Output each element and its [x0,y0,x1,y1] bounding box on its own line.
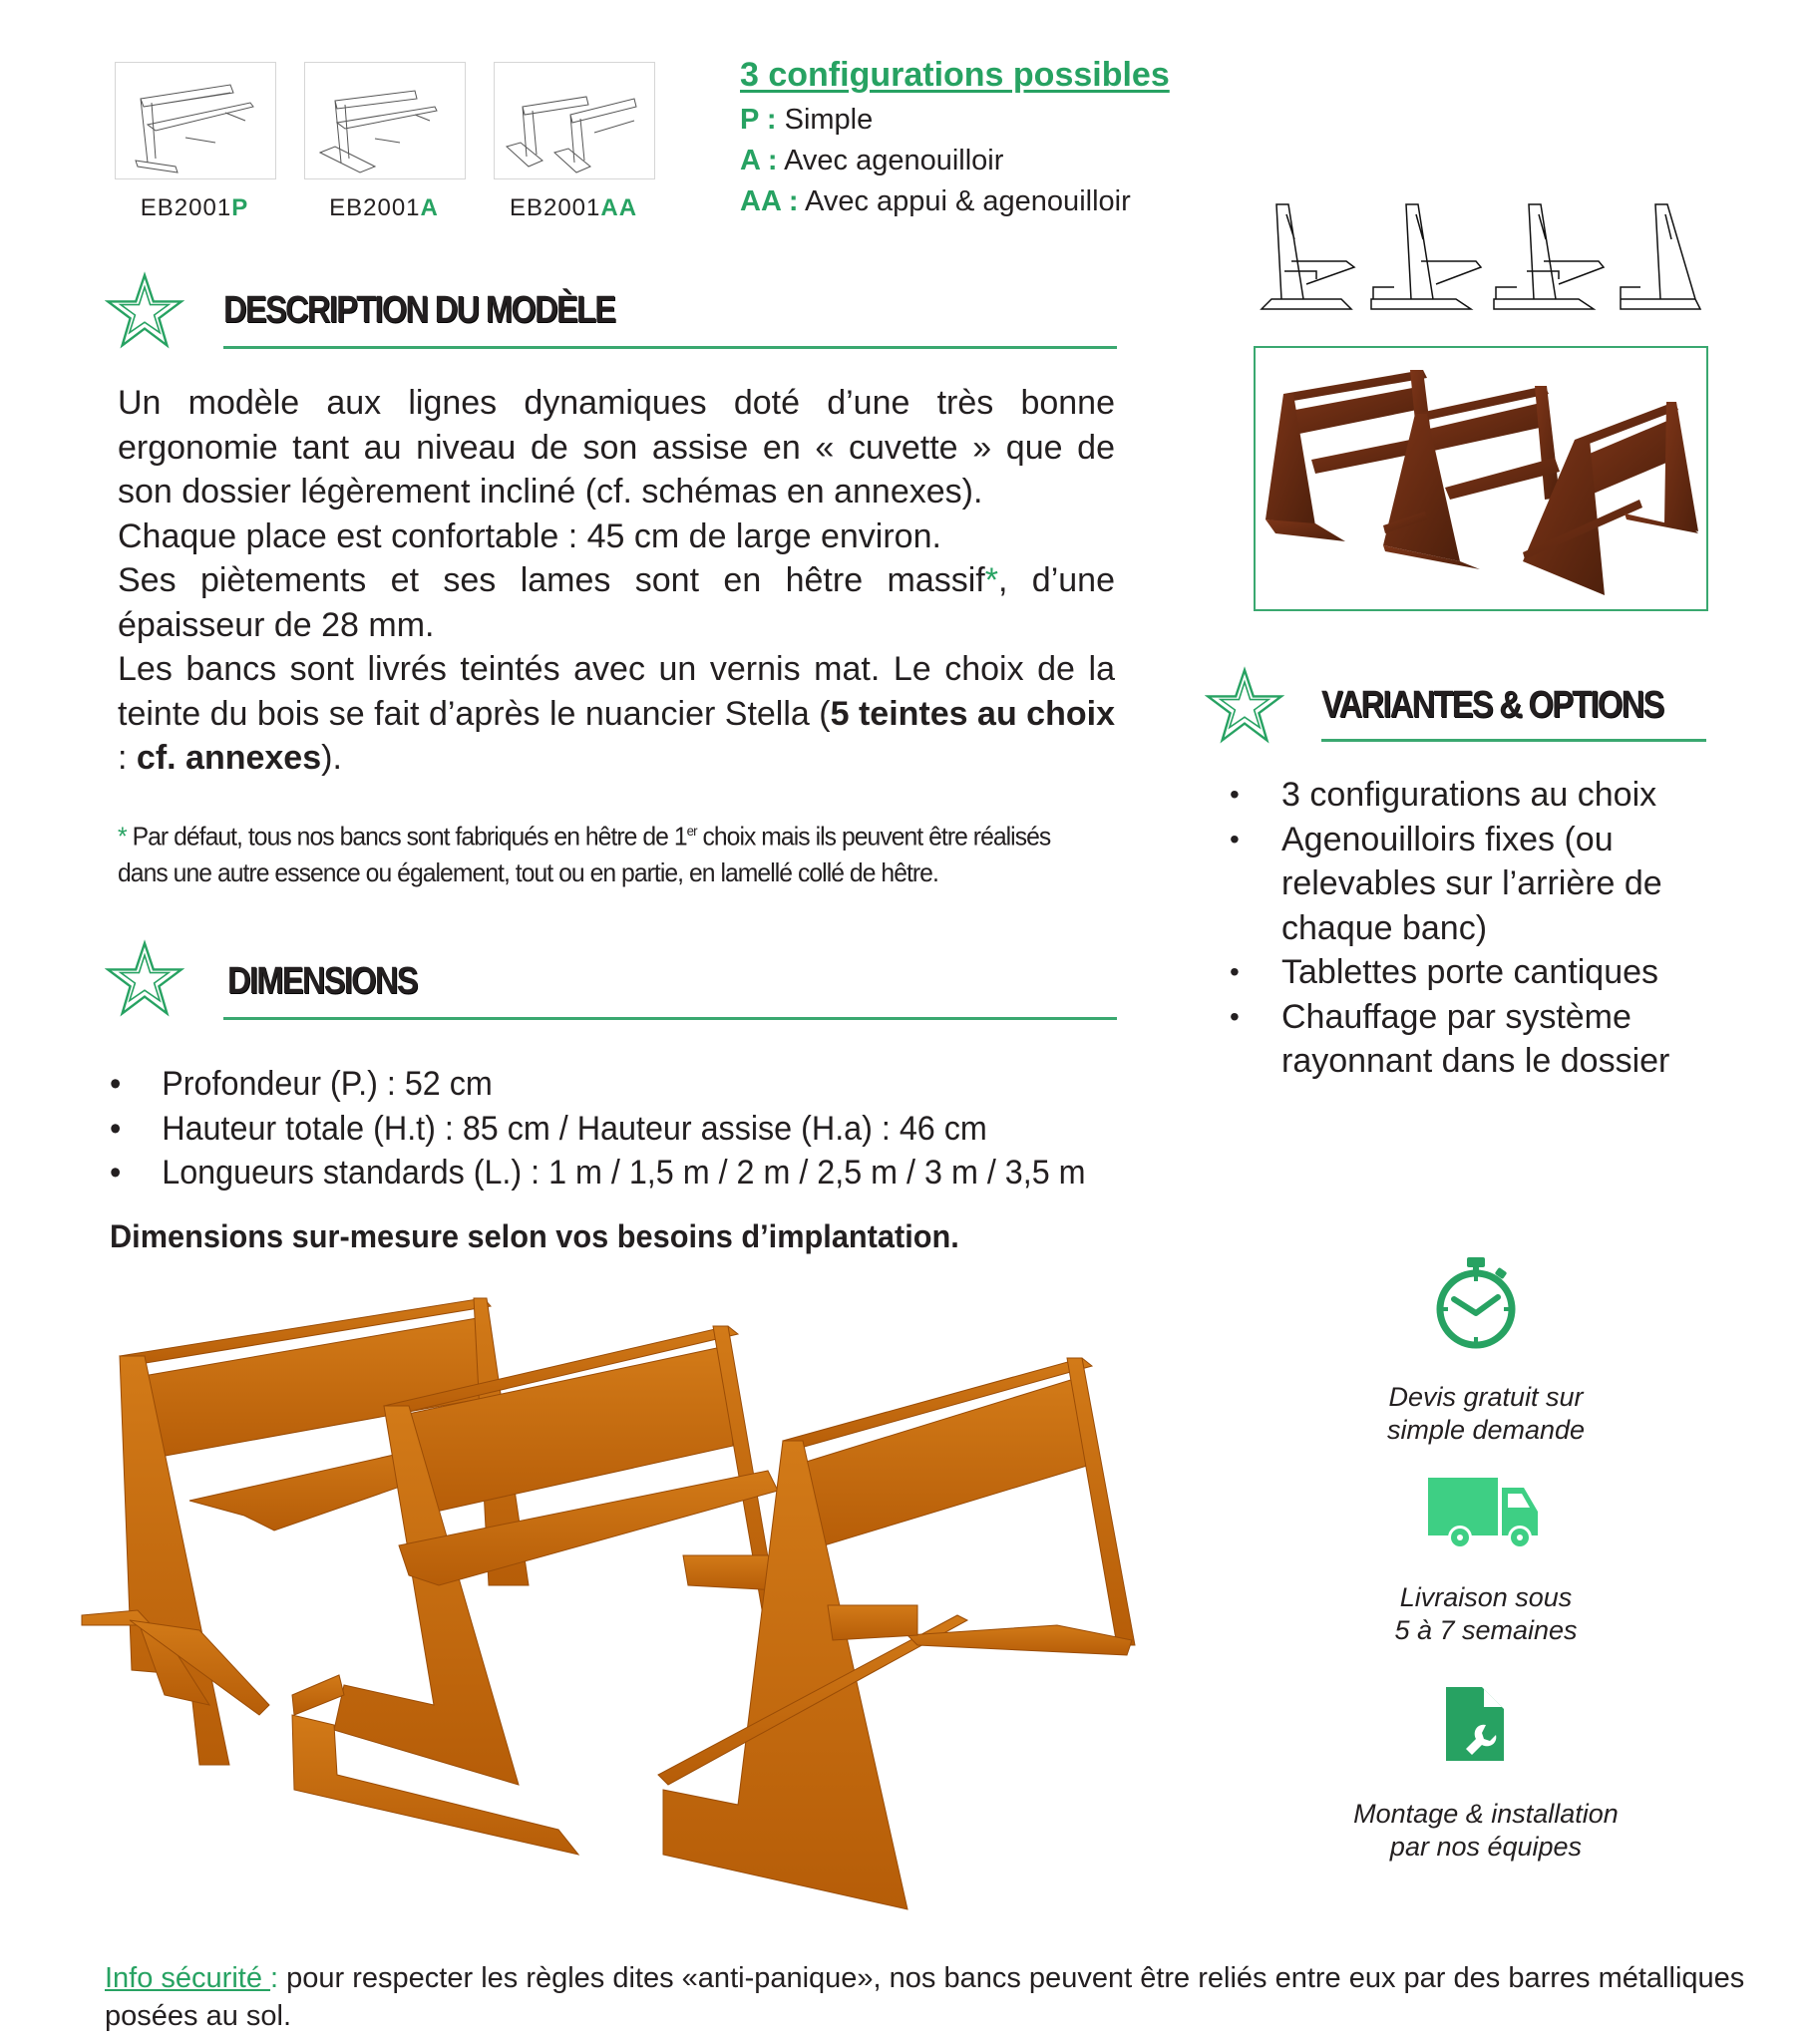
config-suffix: P [231,194,249,221]
config-label: Avec agenouilloir [784,145,1004,176]
thumbnail-bench-a[interactable] [304,62,466,179]
footnote-text: choix mais ils peuvent être réalisés dans une autre essence ou également, tout ou en partie, en lamellé collé de hêtre. [118,821,1051,887]
profile-schematic-a [1371,204,1481,309]
config-item-a [740,145,1003,177]
bench-line-drawing-a [305,63,465,178]
thumbnail-bench-p[interactable] [115,62,276,179]
dark-wood-benches-image [1256,348,1706,609]
thumbnail-label-p [95,194,294,222]
section-divider [223,346,1117,349]
description-text-span: Ses piètements et ses lames sont en hêtre massif [118,561,985,599]
bench-line-drawing-p [116,63,275,178]
safety-info-link[interactable]: Info sécurité [105,1962,271,1994]
description-text-span: , d’une épaisseur de 28 mm. [118,561,1115,644]
safety-info [105,1959,1780,2035]
dimension-item: • Profondeur (P.) : 52 cm [110,1062,1086,1107]
service-text: par nos équipes [1389,1832,1583,1862]
description-text-span: : [118,739,137,777]
document-wrench-icon [1440,1685,1510,1765]
footnote-marker: * [984,561,998,599]
footnote-marker: * [118,821,127,852]
service-text: 5 à 7 semaines [1394,1615,1578,1645]
profile-schematics [1247,179,1715,319]
config-suffix: AA [600,194,638,221]
description-paragraph [118,558,1115,647]
dimension-item: • Longueurs standards (L.) : 1 m / 1,5 m / 2 m / 2,5 m / 3 m / 3,5 m [110,1151,1086,1195]
thumbnail-label-aa [474,194,673,222]
config-key: P : [740,104,777,136]
footnote [118,813,1065,890]
safety-text: pour respecter les règles dites «anti-panique», nos bancs peuvent être reliés entre eux par des barres métalliques posées au sol. [105,1962,1745,2032]
dimensions-list [110,1062,1086,1195]
bench-line-drawing-aa [495,63,654,178]
config-item-aa [740,185,1131,218]
service-text: simple demande [1386,1415,1586,1445]
config-suffix: A [420,194,439,221]
footnote-text: Par défaut, tous nos bancs sont fabriqués en hêtre de 1 [126,821,687,852]
dimension-item: • Hauteur totale (H.t) : 85 cm / Hauteur assise (H.a) : 46 cm [110,1107,1086,1152]
configurations-title: 3 configurations possibles [740,56,1170,94]
config-label: Simple [784,104,874,136]
option-item: • 3 configurations au choix [1230,773,1768,818]
model-code: EB2001 [509,194,601,221]
model-code: EB2001 [329,194,421,221]
profile-schematic-aa [1494,204,1604,309]
description-text-span: ). [321,739,342,777]
service-free-quote [1316,1381,1655,1447]
section-title-dimensions: DIMENSIONS [227,960,417,1002]
thumbnail-label-a [284,194,484,222]
description-bold-span: 5 teintes au choix [830,694,1115,733]
options-list [1230,773,1768,1084]
safety-separator: : [270,1962,279,1994]
description-paragraph: Chaque place est confortable : 45 cm de large environ. [118,516,941,555]
section-title-options: VARIANTES & OPTIONS [1321,684,1663,726]
section-divider [223,1017,1117,1020]
description-paragraph [118,647,1115,781]
service-delivery [1316,1581,1655,1647]
config-label: Avec appui & agenouilloir [805,185,1131,217]
footnote-superscript: er [686,823,697,839]
profile-schematic-p [1262,204,1354,309]
thumbnail-bench-aa[interactable] [494,62,655,179]
description-bold-span: cf. annexes [136,739,322,777]
star-icon [1205,666,1284,746]
orange-bench-photo [80,1286,1257,1934]
description-paragraph: Un modèle aux lignes dynamiques doté d’une très bonne ergonomie tant au niveau de son assise en « cuvette » que de son dossier légèrement incliné (cf. schémas en annexes). [118,384,1115,511]
profile-schematic-rear [1621,204,1700,309]
service-text: Devis gratuit sur [1388,1382,1584,1412]
service-installation [1316,1798,1655,1864]
config-key: AA : [740,185,799,217]
section-title-description: DESCRIPTION DU MODÈLE [223,289,615,331]
service-text: Livraison sous [1399,1582,1573,1612]
description-text [118,381,1115,781]
option-item: • Chauffage par système rayonnant dans le dossier [1230,995,1768,1084]
section-divider [1321,739,1706,742]
model-code: EB2001 [140,194,232,221]
custom-dimensions-note: Dimensions sur-mesure selon vos besoins d’implantation. [110,1218,959,1254]
star-icon [105,271,184,351]
option-item: • Tablettes porte cantiques [1230,950,1768,995]
config-item-p [740,104,873,137]
description-text-span: Les bancs sont livrés teintés avec un vernis mat. Le choix de la teinte du bois se fait d’après le nuancier Stella ( [118,650,1115,733]
option-item: • Agenouilloirs fixes (ou relevables sur l’arrière de chaque banc) [1230,818,1768,951]
stopwatch-icon [1428,1251,1528,1351]
dark-bench-photo [1254,346,1708,611]
truck-icon [1424,1474,1544,1553]
config-key: A : [740,145,778,176]
star-icon [105,939,184,1019]
service-text: Montage & installation [1353,1799,1619,1829]
